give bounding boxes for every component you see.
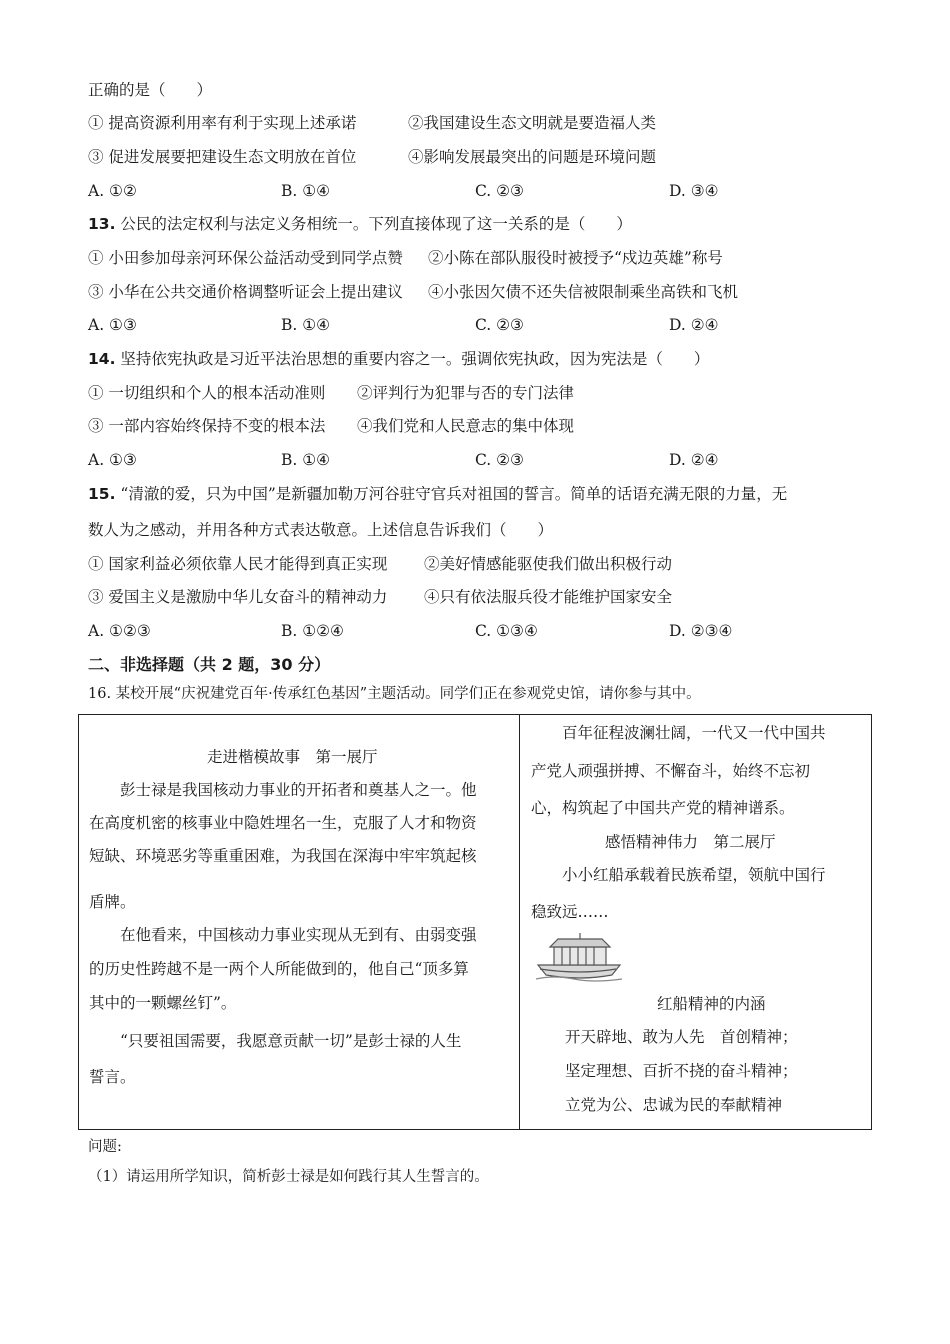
q15-item-4: ④只有依法服兵役才能维护国家安全 (424, 588, 673, 606)
q13-item-3: ③ 小华在公共交通价格调整听证会上提出建议 (88, 283, 403, 301)
q15-stem-line-2: 数人为之感动，并用各种方式表达敬意。上述信息告诉我们（ ） (88, 521, 554, 539)
exhibit-1-line-4: 盾牌。 (89, 893, 136, 911)
q15-item-2: ②美好情感能驱使我们做出积极行动 (424, 555, 673, 573)
exhibit-2-boat-line-1: 小小红船承载着民族希望，领航中国行 (531, 866, 826, 884)
q12-option-b[interactable]: B. ①④ (281, 182, 331, 200)
q14-option-b[interactable]: B. ①④ (281, 451, 331, 469)
q12-item-2: ②我国建设生态文明就是要造福人类 (408, 114, 657, 132)
q13-option-d[interactable]: D. ②④ (669, 316, 719, 334)
q15-option-c[interactable]: C. ①③④ (475, 622, 538, 640)
q12-option-a[interactable]: A. ①② (88, 182, 137, 200)
q14-item-2: ②评判行为犯罪与否的专门法律 (357, 384, 575, 402)
q14-stem-line (88, 349, 709, 369)
q12-item-4: ④影响发展最突出的问题是环境问题 (408, 148, 657, 166)
red-boat-icon (534, 931, 624, 983)
q14-number: 14. (88, 350, 116, 368)
q12-item-3: ③ 促进发展要把建设生态文明放在首位 (88, 148, 357, 166)
exhibit-1-line-6: 的历史性跨越不是一两个人所能做到的，他自己“顶多算 (89, 960, 469, 978)
exhibit-2-intro-3: 心，构筑起了中国共产党的精神谱系。 (531, 799, 795, 817)
q15-item-1: ① 国家利益必须依靠人民才能得到真正实现 (88, 555, 388, 573)
q13-stem: 公民的法定权利与法定义务相统一。下列直接体现了这一关系的是（ ） (120, 215, 632, 233)
q13-item-1: ① 小田参加母亲河环保公益活动受到同学点赞 (88, 249, 403, 267)
q15-option-a[interactable]: A. ①②③ (88, 622, 151, 640)
exhibit-1-heading: 走进楷模故事 第一展厅 (207, 748, 378, 766)
q14-option-a[interactable]: A. ①③ (88, 451, 137, 469)
box-divider (519, 715, 520, 1129)
q13-number: 13. (88, 215, 116, 233)
q13-item-2: ②小陈在部队服役时被授予“戍边英雄”称号 (428, 249, 723, 267)
q14-item-4: ④我们党和人民意志的集中体现 (357, 417, 575, 435)
q16-question-label: 问题: (88, 1139, 122, 1155)
q16-stem: 16. 某校开展“庆祝建党百年·传承红色基因”主题活动。同学们正在参观党史馆，请你参与其中。 (88, 686, 701, 702)
red-boat-spirit-title: 红船精神的内涵 (657, 995, 766, 1013)
exhibit-1-line-9: 誓言。 (89, 1068, 136, 1086)
q15-item-3: ③ 爱国主义是激励中华儿女奋斗的精神动力 (88, 588, 388, 606)
q13-option-a[interactable]: A. ①③ (88, 316, 137, 334)
q13-item-4: ④小张因欠债不还失信被限制乘坐高铁和飞机 (428, 283, 739, 301)
exhibit-1-line-8: “只要祖国需要，我愿意贡献一切”是彭士禄的人生 (89, 1032, 462, 1050)
exhibit-2-boat-line-2: 稳致远…… (531, 903, 609, 921)
exhibit-1-line-3: 短缺、环境恶劣等重重困难，为我国在深海中牢牢筑起核 (89, 847, 477, 865)
q15-option-d[interactable]: D. ②③④ (669, 622, 733, 640)
exhibit-1-line-7: 其中的一颗螺丝钉”。 (89, 994, 237, 1012)
exhibit-2-heading: 感悟精神伟力 第二展厅 (605, 833, 776, 851)
q13-option-c[interactable]: C. ②③ (475, 316, 524, 334)
q13-option-b[interactable]: B. ①④ (281, 316, 331, 334)
q12-option-c[interactable]: C. ②③ (475, 182, 524, 200)
exhibit-2-intro-2: 产党人顽强拼搏、不懈奋斗，始终不忘初 (531, 762, 811, 780)
q15-option-b[interactable]: B. ①②④ (281, 622, 344, 640)
exhibit-1-line-2: 在高度机密的核事业中隐姓埋名一生，克服了人才和物资 (89, 814, 477, 832)
spirit-line-2: 坚定理想、百折不挠的奋斗精神； (565, 1062, 798, 1080)
exhibit-1-line-5: 在他看来，中国核动力事业实现从无到有、由弱变强 (89, 926, 477, 944)
q16-material-box (78, 714, 872, 1130)
exhibit-1-line-1: 彭士禄是我国核动力事业的开拓者和奠基人之一。他 (89, 781, 477, 799)
section-2-title: 二、非选择题（共 2 题，30 分） (88, 655, 331, 674)
q15-stem-line-1 (88, 484, 787, 504)
q14-item-1: ① 一切组织和个人的根本活动准则 (88, 384, 326, 402)
q12-option-d[interactable]: D. ③④ (669, 182, 719, 200)
q12-stem-tail: 正确的是（ ） (88, 81, 213, 99)
q14-option-c[interactable]: C. ②③ (475, 451, 524, 469)
q16-subquestion-1: （1）请运用所学知识，简析彭士禄是如何践行其人生誓言的。 (88, 1169, 489, 1185)
q15-number: 15. (88, 485, 116, 503)
spirit-line-1: 开天辟地、敢为人先 首创精神； (565, 1028, 798, 1046)
q14-option-d[interactable]: D. ②④ (669, 451, 719, 469)
q14-item-3: ③ 一部内容始终保持不变的根本法 (88, 417, 326, 435)
spirit-line-3: 立党为公、忠诚为民的奉献精神 (565, 1096, 783, 1114)
exhibit-2-intro-1: 百年征程波澜壮阔，一代又一代中国共 (531, 724, 826, 742)
q13-stem-line (88, 214, 632, 234)
q14-stem: 坚持依宪执政是习近平法治思想的重要内容之一。强调依宪执政，因为宪法是（ ） (120, 350, 710, 368)
q12-item-1: ① 提高资源利用率有利于实现上述承诺 (88, 114, 357, 132)
q15-stem-1: “清澈的爱，只为中国”是新疆加勒万河谷驻守官兵对祖国的誓言。简单的话语充满无限的力量，无 (120, 485, 788, 503)
